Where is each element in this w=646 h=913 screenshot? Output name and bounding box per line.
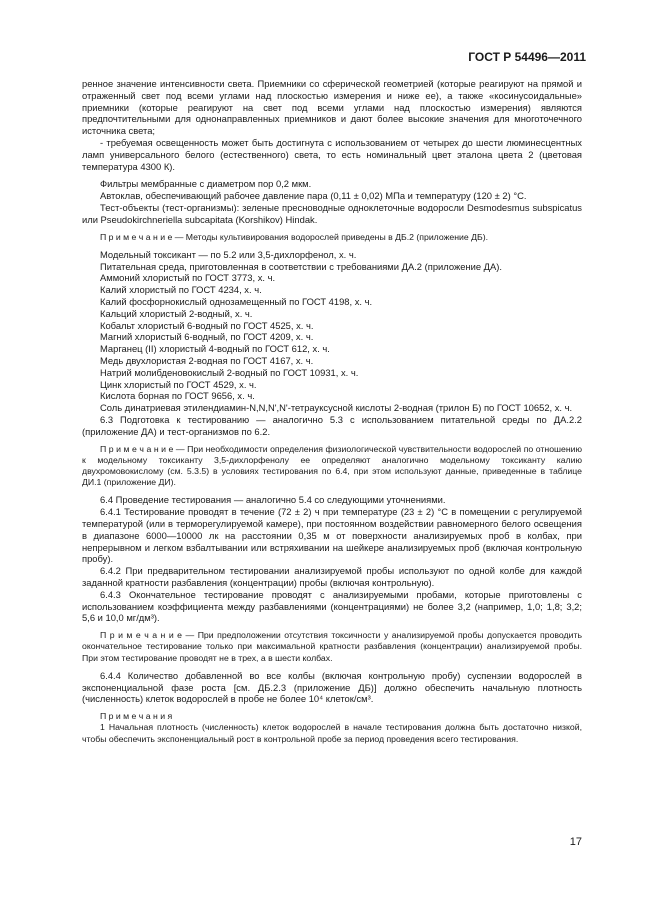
paragraph: Тест-объекты (тест-организмы): зеленые пресноводные одноклеточные водоросли Desmodesmus subspicatus или Pseudokirchneriella subcapitata (Korshikov) Hindak. <box>82 201 582 225</box>
list-item: Медь двухлористая 2-водная по ГОСТ 4167, х. ч. <box>100 354 314 366</box>
paragraph: ренное значение интенсивности света. Приемники со сферической геометрией (которые реагируют на прямой и отраженный свет под всеми углами над плоскостью измерения и ниже ее), а также «косинусоидальные» приемники (которые реагируют на свет под всеми углами над плоскостью измерения) являются предпочтительными для однонаправленных приемников и дают более высокие значения для многоточечного источника света; <box>82 78 582 137</box>
list-item: Кислота борная по ГОСТ 9656, х. ч. <box>100 390 255 402</box>
note: П р и м е ч а н и е — Методы культивирования водорослей приведены в ДБ.2 (приложение ДБ). <box>100 231 489 242</box>
paragraph: - требуемая освещенность может быть достигнута с использованием от четырех до шести люминесцентных ламп универсального белого (естественного) света, то есть номинальный цвет эталона цвета 2 (цветовая температура 4300 К). <box>82 136 582 172</box>
paragraph: Модельный токсикант — по 5.2 или 3,5-дихлорфенол, х. ч. <box>100 248 357 260</box>
paragraph: 6.4.4 Количество добавленной во все колбы (включая контрольную пробу) суспензии водорослей в экспоненциальной фазе роста [см. ДБ.2.3 (приложение ДБ)] должно обеспечить начальную плотность (численность) клеток водорослей в пробе не более 10⁴ клеток/см³. <box>82 669 582 705</box>
note: П р и м е ч а н и е — При предположении отсутствия токсичности у анализируемой пробы допускается проводить окончательное тестирование только при максимальной кратности разбавления (концентрации) анализируемой пробы. При этом тестирование проводят не в трех, а в шести колбах. <box>82 630 582 663</box>
list-item: Калий хлористый по ГОСТ 4234, х. ч. <box>100 284 262 296</box>
paragraph: 6.4.3 Окончательное тестирование проводят с анализируемыми пробами, которые приготовлены с использованием коэффициента между разбавлениями (концентрациями) не более 3,2 (например, 1,0; 1,8; 3,2; 5,6 и 10,0 мг/дм³). <box>82 588 582 624</box>
list-item: Калий фосфорнокислый однозамещенный по ГОСТ 4198, х. ч. <box>100 295 373 307</box>
note: П р и м е ч а н и е — При необходимости определения физиологической чувствительности водорослей по отношению к модельному токсиканту 3,5-дихлорфенолу ее определяют аналогично модельному токсиканту калию двухромовокислому (см. 5.3.5) в условиях тестирования по 6.4, при этом используют данные, приведенные в таблице ДИ.1 (приложение ДИ). <box>82 443 582 488</box>
list-item: Цинк хлористый по ГОСТ 4529, х. ч. <box>100 378 257 390</box>
paragraph: 6.4.1 Тестирование проводят в течение (72 ± 2) ч при температуре (23 ± 2) °С в помещении с регулируемой температурой (или в терморегулируемой камере), при постоянном воздействии равномерного белого освещения в диапазоне 6000—10000 лк на расстоянии 0,35 м от поверхности анализируемых проб в колбах, при непрерывном и легком взбалтывании или встряхивании на шейкере анализируемых проб (включая контрольную пробу). <box>82 506 582 565</box>
notes-heading: П р и м е ч а н и я <box>100 711 173 722</box>
paragraph: Фильтры мембранные с диаметром пор 0,2 мкм. <box>100 178 312 190</box>
note: 1 Начальная плотность (численность) клеток водорослей в начале тестирования должна быть достаточно низкой, чтобы обеспечить экспоненциальный рост в контрольной пробе за период проведения всего тестирования. <box>82 722 582 744</box>
list-item: Кальций хлористый 2-водный, х. ч. <box>100 307 253 319</box>
list-item: Кобальт хлористый 6-водный по ГОСТ 4525, х. ч. <box>100 319 314 331</box>
list-item: Аммоний хлористый по ГОСТ 3773, х. ч. <box>100 272 276 284</box>
paragraph: 6.4.2 При предварительном тестировании анализируемой пробы используют по одной колбе для каждой заданной кратности разбавления (концентрации) пробы (включая контрольную). <box>82 565 582 588</box>
list-item: Соль динатриевая этилендиамин-N,N,N',N'-тетрауксусной кислоты 2-водная (трилон Б) по ГОСТ 10652, х. ч. <box>100 402 573 414</box>
paragraph: 6.4 Проведение тестирования — аналогично 5.4 со следующими уточнениями. <box>100 494 446 506</box>
list-item: Марганец (II) хлористый 4-водный по ГОСТ 612, х. ч. <box>100 343 330 355</box>
list-item: Натрий молибденовокислый 2-водный по ГОСТ 10931, х. ч. <box>100 366 359 378</box>
paragraph: Автоклав, обеспечивающий рабочее давление пара (0,11 ± 0,02) МПа и температуру (120 ± 2) °С. <box>100 190 527 202</box>
document-body <box>82 78 582 745</box>
page-number: 17 <box>569 836 582 848</box>
document-header: ГОСТ Р 54496—2011 <box>468 50 586 64</box>
paragraph: 6.3 Подготовка к тестированию — аналогично 5.3 с использованием питательной среды по ДА.2.2 (приложение ДА) и тест-организмов по 6.2. <box>82 413 582 437</box>
list-item: Магний хлористый 6-водный, по ГОСТ 4209, х. ч. <box>100 331 314 343</box>
paragraph: Питательная среда, приготовленная в соответствии с требованиями ДА.2 (приложение ДА). <box>100 260 503 272</box>
